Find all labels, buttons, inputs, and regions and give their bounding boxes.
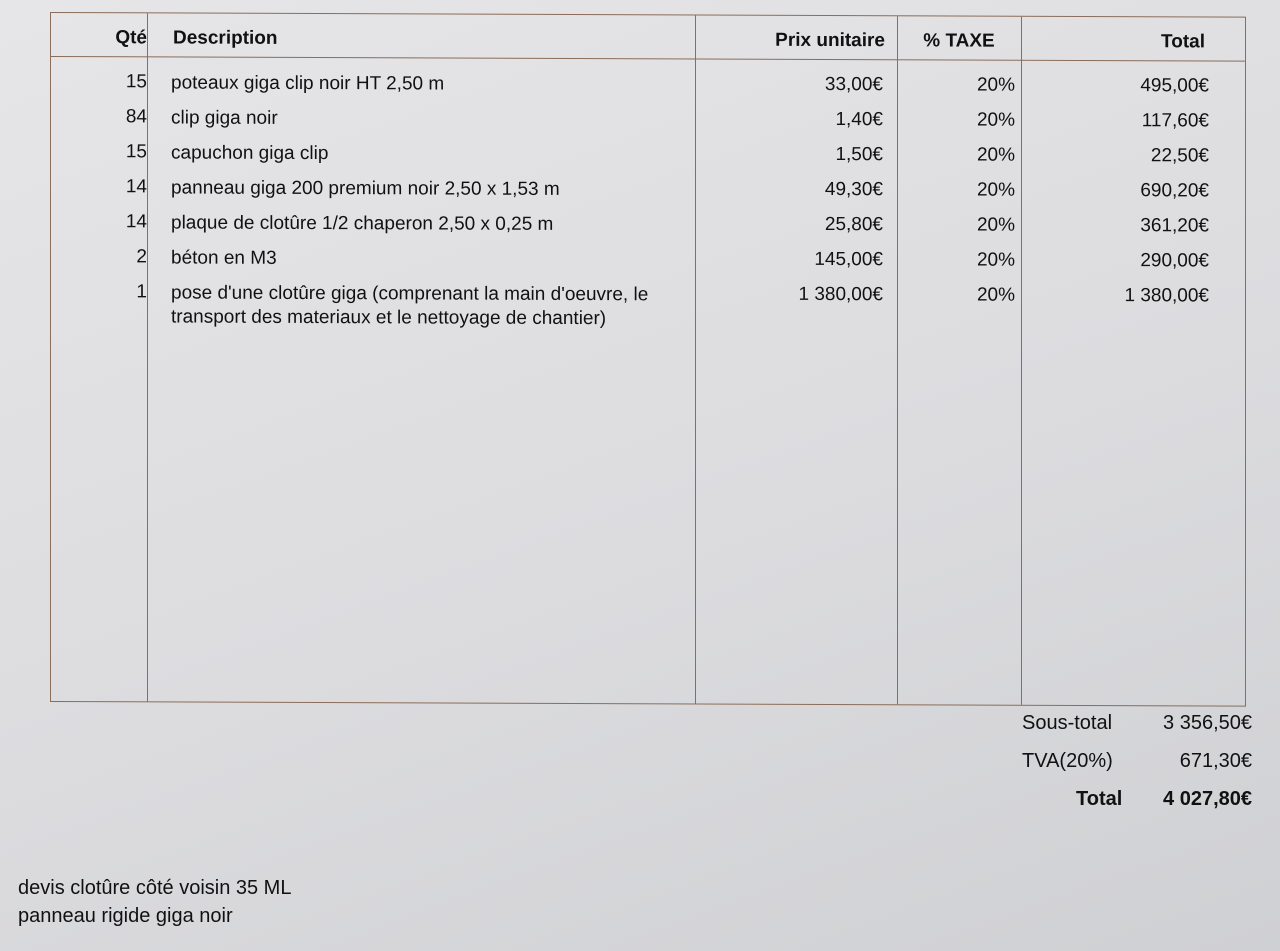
vat-label: TVA(20%) [1022, 750, 1113, 772]
row-tax: 20% [976, 179, 1016, 201]
header-tax: % TAXE [923, 30, 995, 52]
table-row [51, 211, 1245, 237]
subtotal-value: 3 356,50€ [1163, 712, 1252, 734]
quote-notes [18, 874, 291, 930]
row-description: plaque de clotûre 1/2 chaperon 2,50 x 0,25 m [171, 212, 554, 235]
column-divider [695, 15, 696, 703]
row-description: pose d'une clotûre giga (comprenant la main d'oeuvre, le transport des materiaux et le nettoyage de chantier) [171, 282, 649, 330]
header-total: Total [1161, 31, 1205, 53]
row-total: 22,50€ [1150, 145, 1209, 167]
grand-total-value: 4 027,80€ [1163, 788, 1252, 810]
row-description: clip giga noir [171, 107, 278, 129]
row-unit-price: 145,00€ [814, 248, 883, 271]
grand-total-label: Total [1076, 788, 1123, 810]
row-total: 290,00€ [1140, 250, 1209, 272]
row-qty: 15 [125, 71, 147, 93]
column-divider [897, 16, 898, 704]
row-qty: 14 [125, 211, 147, 233]
row-unit-price: 25,80€ [824, 213, 883, 236]
header-description: Description [173, 27, 278, 49]
row-unit-price: 33,00€ [824, 73, 883, 96]
vat-value: 671,30€ [1179, 750, 1252, 772]
table-row [51, 141, 1245, 167]
row-total: 690,20€ [1140, 180, 1209, 202]
row-unit-price: 1,50€ [835, 144, 883, 166]
row-unit-price: 1 380,00€ [798, 283, 883, 306]
row-tax: 20% [976, 214, 1016, 236]
note-line: devis clotûre côté voisin 35 ML [18, 877, 292, 899]
row-description: poteaux giga clip noir HT 2,50 m [171, 72, 445, 95]
row-description: béton en M3 [171, 247, 277, 269]
row-tax: 20% [976, 74, 1016, 96]
row-tax: 20% [976, 249, 1016, 271]
table-row [51, 71, 1245, 97]
table-row [51, 106, 1245, 132]
row-unit-price: 49,30€ [824, 178, 883, 201]
row-tax: 20% [976, 109, 1016, 131]
row-qty: 2 [136, 246, 147, 268]
quote-table [50, 12, 1246, 707]
column-divider [147, 13, 148, 701]
table-row [51, 176, 1245, 202]
row-qty: 84 [125, 106, 147, 128]
grand-total-row [1010, 788, 1256, 826]
subtotal-label: Sous-total [1022, 712, 1113, 734]
header-divider [51, 56, 1245, 62]
row-total: 361,20€ [1140, 215, 1209, 237]
row-qty: 1 [136, 281, 147, 303]
row-description: panneau giga 200 premium noir 2,50 x 1,53 m [171, 177, 560, 200]
row-tax: 20% [976, 144, 1016, 166]
row-qty: 15 [125, 141, 147, 163]
row-tax: 20% [976, 284, 1016, 306]
row-total: 1 380,00€ [1124, 285, 1209, 307]
table-row [51, 246, 1245, 272]
table-row [51, 281, 1245, 330]
header-qty: Qté [115, 27, 147, 49]
quote-summary [1010, 712, 1256, 826]
row-total: 117,60€ [1141, 110, 1209, 132]
vat-row [1010, 750, 1256, 788]
header-unit-price: Prix unitaire [775, 29, 885, 52]
subtotal-row [1010, 712, 1256, 750]
row-qty: 14 [125, 176, 147, 198]
note-line: panneau rigide giga noir [18, 905, 233, 927]
row-description: capuchon giga clip [171, 142, 329, 165]
row-total: 495,00€ [1140, 75, 1209, 97]
row-unit-price: 1,40€ [835, 109, 883, 131]
